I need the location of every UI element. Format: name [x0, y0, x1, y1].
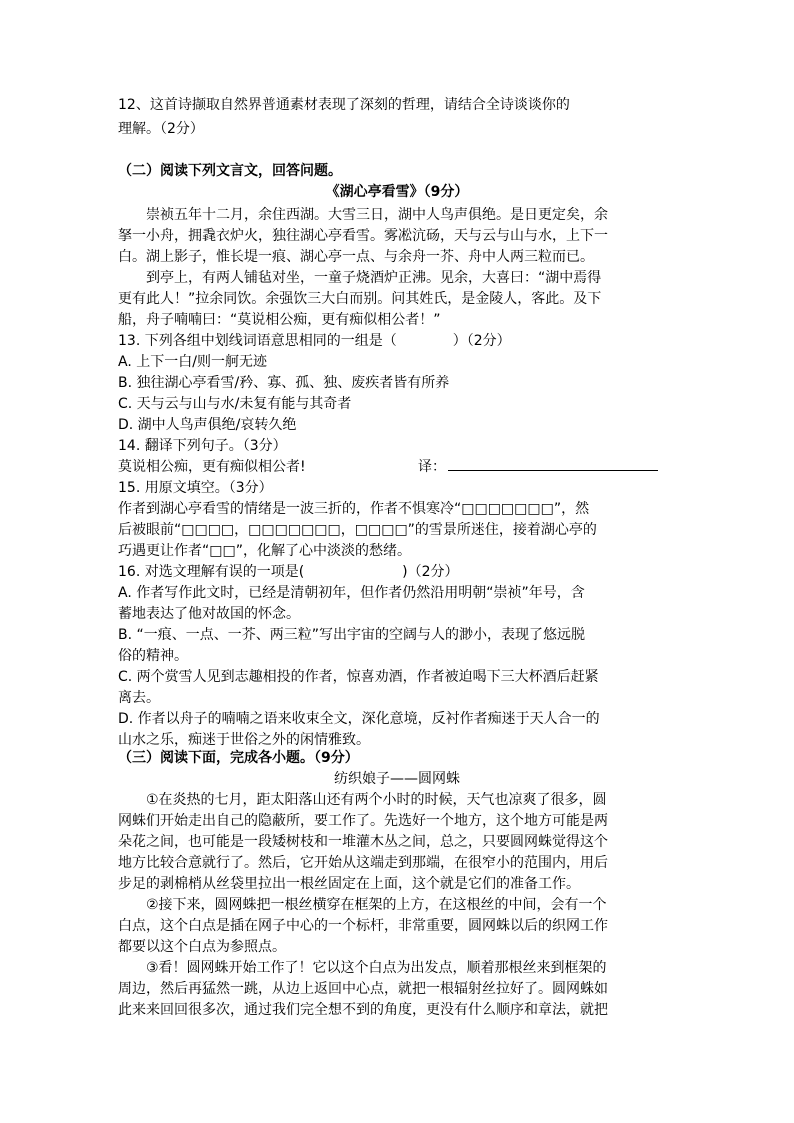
- passage-2-line: 更有此人！”拉余同饮。余强饮三大白而别。问其姓氏，是金陵人，客此。及下: [118, 291, 602, 307]
- passage-1-line: 崇祯五年十二月，余住西湖。大雪三日，湖中人鸟声俱绝。是日更定矣，余: [146, 207, 608, 223]
- article-para-1-line: 网蛛们开始走出自己的隐蔽所，要工作了。先选好一个地方，这个地方可能是两: [118, 813, 608, 829]
- q16-stem: 16. 对选文理解有误的一项是( )（2分）: [118, 564, 459, 580]
- q15-line: 作者到湖心亭看雪的情绪是一波三折的，作者不惧寒冷“□□□□□□□”，然: [118, 501, 590, 517]
- q13-option-a: A. 上下一白/则一舸无迹: [118, 354, 267, 370]
- article-para-3-line: ③看！圆网蛛开始工作了！它以这个白点为出发点，顺着那根丝来到框架的: [146, 960, 607, 976]
- q13-stem: 13. 下列各组中划线词语意思相同的一组是（ ）（2分）: [118, 333, 511, 349]
- q16-option-line: A. 作者写作此文时，已经是清朝初年，但作者仍然沿用明朝“崇祯”年号，含: [118, 585, 585, 601]
- q16-option-line: 山水之乐，痴迷于世俗之外的闲情雅致。: [118, 732, 370, 748]
- passage-1-line: 拏一小舟，拥毳衣炉火，独往湖心亭看雪。雾凇沆砀，天与云与山与水，上下一: [118, 228, 608, 244]
- q13-option-d: D. 湖中人鸟声俱绝/哀转久绝: [118, 417, 297, 433]
- section-3-heading: （三）阅读下面，完成各小题。（9分）: [118, 750, 359, 766]
- article-para-2-line: ②接下来，圆网蛛把一根丝横穿在框架的上方，在这根丝的中间，会有一个: [146, 897, 607, 913]
- q14-translate-row: [418, 458, 658, 476]
- passage-1-line: 白。湖上影子，惟长堤一痕、湖心亭一点、与余舟一芥、舟中人两三粒而已。: [118, 249, 594, 265]
- q15-line: 巧遇更让作者“□□”，化解了心中淡淡的愁绪。: [118, 543, 411, 559]
- q14-answer-blank[interactable]: [448, 458, 658, 471]
- article-para-3-line: 此来来回回很多次，通过我们完全想不到的角度，更没有什么顺序和章法，就把: [118, 1002, 608, 1018]
- article-para-1-line: 步足的剥棉梢从丝袋里拉出一根丝固定在上面，这个就是它们的准备工作。: [118, 876, 580, 892]
- q13-option-c: C. 天与云与山与水/未复有能与其奇者: [118, 396, 352, 412]
- section-2-title: 《湖心亭看雪》（9分）: [325, 184, 469, 200]
- section-2-heading: （二）阅读下列文言文，回答问题。: [118, 163, 342, 179]
- q16-option-line: D. 作者以舟子的喃喃之语来收束全文，深化意境，反衬作者痴迷于天人合一的: [118, 711, 600, 727]
- q16-option-line: C. 两个赏雪人见到志趣相投的作者，惊喜劝酒，作者被迫喝下三大杯酒后赶紧: [118, 669, 599, 685]
- q15-line: 后被眼前“□□□□，□□□□□□□，□□□□”的雪景所迷住，接着湖心亭的: [118, 522, 597, 538]
- section-3-title: 纺织娘子——圆网蛛: [334, 771, 460, 787]
- q14-stem: 14. 翻译下列句子。（3分）: [118, 438, 287, 454]
- article-para-1-line: ①在炎热的七月，距太阳落山还有两个小时的时候，天气也凉爽了很多，圆: [146, 792, 607, 808]
- q14-translate-label: 译：: [418, 459, 446, 475]
- article-para-3-line: 周边，然后再猛然一跳，从边上返回中心点，就把一根辐射丝拉好了。圆网蛛如: [118, 981, 608, 997]
- article-para-2-line: 都要以这个白点为参照点。: [118, 939, 286, 955]
- q13-option-b: B. 独往湖心亭看雪/矜、寡、孤、独、废疾者皆有所养: [118, 375, 450, 391]
- q14-sentence: 莫说相公痴，更有痴似相公者!: [118, 459, 306, 475]
- passage-2-line: 船，舟子喃喃曰：“莫说相公痴，更有痴似相公者！”: [118, 312, 441, 328]
- passage-2-line: 到亭上，有两人铺毡对坐，一童子烧酒炉正沸。见余，大喜曰：“湖中焉得: [146, 270, 602, 286]
- q15-stem: 15. 用原文填空。（3分）: [118, 480, 273, 496]
- q16-option-line: B. “一痕、一点、一芥、两三粒”写出宇宙的空阔与人的渺小，表现了悠远脱: [118, 627, 586, 643]
- article-para-1-line: 朵花之间，也可能是一段矮树枝和一堆灌木丛之间，总之，只要圆网蛛觉得这个: [118, 834, 608, 850]
- q12-line-2: 理解。（2分）: [118, 121, 204, 137]
- article-para-2-line: 白点，这个白点是插在网子中心的一个标杆，非常重要，圆网蛛以后的织网工作: [118, 918, 608, 934]
- q16-option-line: 蓄地表达了他对故国的怀念。: [118, 606, 300, 622]
- article-para-1-line: 地方比较合意就行了。然后，它开始从这端走到那端，在很窄小的范围内，用后: [118, 855, 608, 871]
- q16-option-line: 俗的精神。: [118, 648, 188, 664]
- q12-line-1: 12、这首诗撷取自然界普通素材表现了深刻的哲理，请结合全诗谈谈你的: [118, 97, 570, 113]
- q16-option-line: 离去。: [118, 690, 160, 706]
